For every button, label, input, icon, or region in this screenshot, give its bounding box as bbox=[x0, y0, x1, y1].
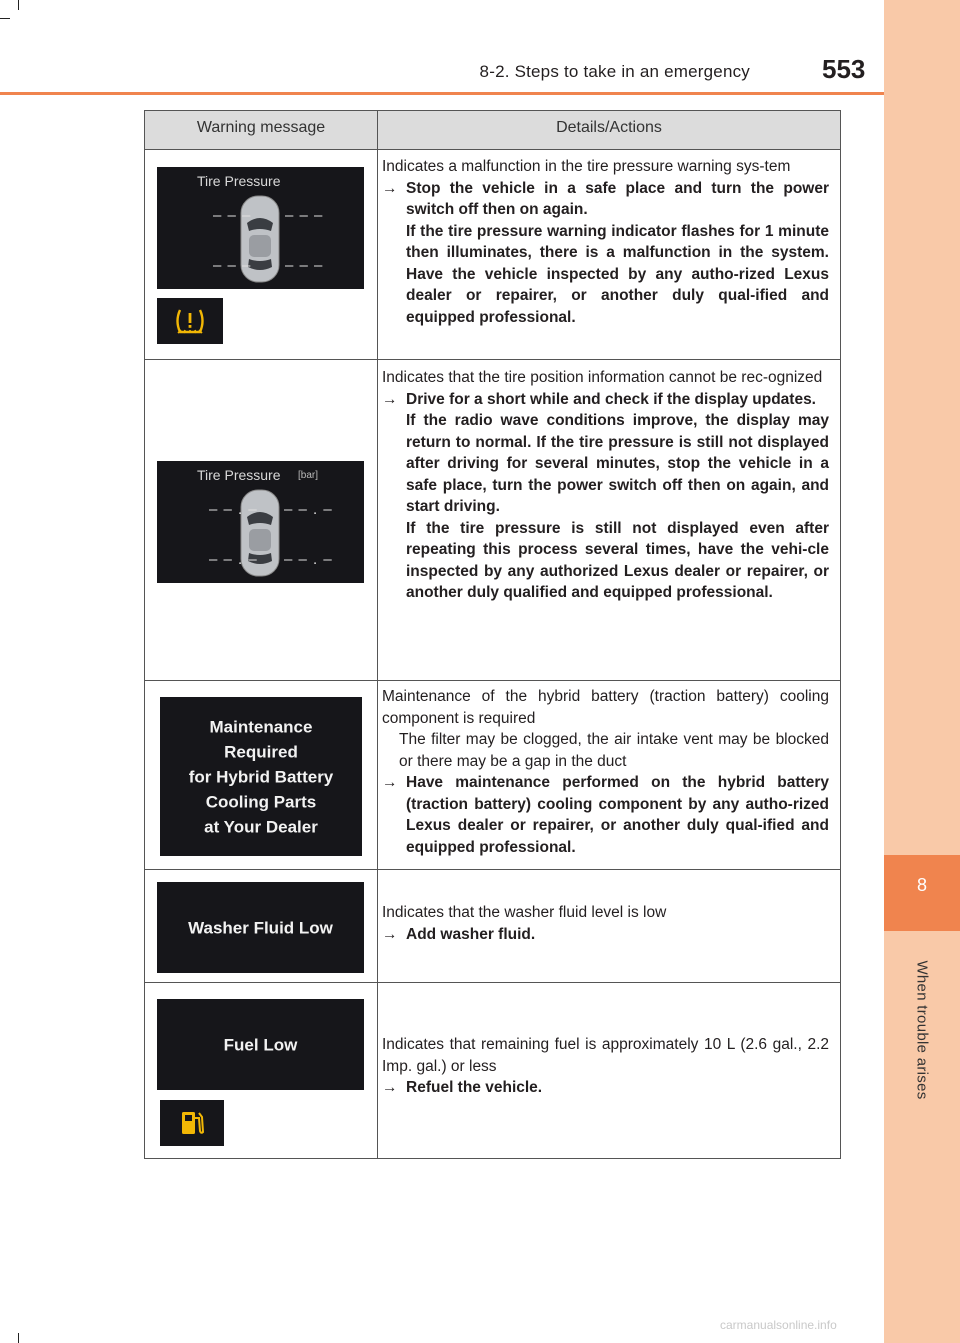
tire-pressure-warning-icon bbox=[173, 306, 207, 336]
screen-message bbox=[157, 1032, 364, 1057]
maintenance-required-screen bbox=[160, 697, 362, 856]
details-text: Maintenance of the hybrid battery (traction battery) cooling component is required bbox=[382, 688, 829, 727]
screen-message bbox=[160, 714, 362, 839]
tire-pressure-screen bbox=[157, 167, 364, 289]
action-detail: If the radio wave conditions improve, the display may return to normal. If the tire pressure is still not displayed after driving for several minutes, stop the vehicle in a safe place, turn the power switch off then on again, and start driving. bbox=[406, 412, 829, 515]
screen-line: Cooling Parts bbox=[205, 792, 317, 811]
arrow-icon: → bbox=[382, 774, 398, 791]
screen-unit: [bar] bbox=[298, 470, 319, 481]
action-label: Add washer fluid. bbox=[406, 925, 536, 943]
table-row bbox=[145, 869, 840, 983]
chapter-label: When trouble arises bbox=[913, 960, 931, 1100]
chapter-number-tab: 8 bbox=[884, 855, 960, 931]
tire-reading-rear-left: – – – bbox=[213, 257, 252, 274]
tire-reading-rear-right: – – – bbox=[285, 257, 324, 274]
tire-reading-front-right: – – . – bbox=[284, 501, 333, 518]
action-text bbox=[382, 924, 829, 946]
details-text: Indicates a malfunction in the tire pressure warning sys-tem bbox=[382, 158, 791, 175]
screen-title: Tire Pressure bbox=[197, 467, 281, 483]
details-cell bbox=[382, 367, 829, 604]
section-title: 8-2. Steps to take in an emergency bbox=[479, 62, 750, 81]
table-row bbox=[145, 680, 840, 870]
warning-message-table bbox=[144, 110, 841, 1159]
washer-fluid-low-screen bbox=[157, 882, 364, 973]
crop-mark bbox=[0, 18, 10, 19]
table-row bbox=[145, 359, 840, 681]
fuel-pump-icon bbox=[179, 1109, 205, 1137]
column-header-warning-message: Warning message bbox=[145, 111, 377, 149]
details-text: Indicates that remaining fuel is approximately 10 L (2.6 gal., 2.2 Imp. gal.) or less bbox=[382, 1036, 829, 1075]
tire-reading-front-right: – – – bbox=[285, 207, 324, 224]
screen-message bbox=[157, 915, 364, 940]
details-cell bbox=[382, 686, 829, 858]
action-label: Drive for a short while and check if the display updates. bbox=[406, 390, 816, 408]
arrow-icon: → bbox=[382, 390, 398, 408]
action-label: Have maintenance performed on the hybrid battery (traction battery) cooling component by any autho-rized Lexus dealer or repairer, or another duly qual-ified and equipped professional. bbox=[406, 774, 829, 856]
details-text: Indicates that the washer fluid level is low bbox=[382, 904, 667, 921]
table-row bbox=[145, 149, 840, 360]
action-text bbox=[382, 178, 829, 221]
arrow-icon: → bbox=[382, 179, 398, 197]
screen-line: Washer Fluid Low bbox=[188, 918, 333, 937]
chapter-side-band bbox=[884, 0, 960, 1343]
details-cell bbox=[382, 156, 829, 328]
screen-line: at Your Dealer bbox=[204, 817, 318, 836]
page-number: 553 bbox=[822, 54, 866, 84]
action-detail: If the tire pressure is still not displayed even after repeating this process several times, have the vehi-cle inspected by any authorized Lexus dealer or repairer, or another duly qualified and equipped professional. bbox=[406, 519, 829, 601]
crop-mark bbox=[18, 1333, 19, 1343]
fuel-low-screen bbox=[157, 999, 364, 1090]
details-text: Indicates that the tire position information cannot be rec-ognized bbox=[382, 369, 823, 386]
fuel-indicator bbox=[160, 1100, 224, 1146]
action-label: Refuel the vehicle. bbox=[406, 1079, 543, 1096]
arrow-icon: → bbox=[382, 1079, 398, 1096]
tire-reading-front-left: – – . – bbox=[209, 501, 258, 518]
column-header-details-actions: Details/Actions bbox=[378, 111, 840, 149]
tire-reading-rear-left: – – . – bbox=[209, 551, 258, 568]
screen-line: Fuel Low bbox=[223, 1035, 298, 1054]
details-cell bbox=[382, 1034, 829, 1099]
action-text bbox=[382, 1077, 829, 1099]
crop-mark bbox=[18, 0, 19, 10]
tpms-indicator bbox=[157, 298, 223, 344]
details-note: The filter may be clogged, the air intake vent may be blocked or there may be a gap in the duct bbox=[399, 731, 829, 770]
table-row bbox=[145, 982, 840, 1159]
watermark: carmanualsonline.info bbox=[720, 1318, 837, 1332]
action-label: Stop the vehicle in a safe place and turn the power switch off then on again. bbox=[406, 179, 829, 218]
tire-pressure-screen bbox=[157, 461, 364, 583]
tire-reading-rear-right: – – . – bbox=[284, 551, 333, 568]
tire-reading-front-left: – – – bbox=[213, 207, 252, 224]
action-text bbox=[382, 772, 829, 858]
action-text bbox=[382, 389, 829, 411]
action-detail: If the tire pressure warning indicator flashes for 1 minute then illuminates, there is a malfunction in the system. Have the vehicle inspected by any autho-rized Lexus dealer or repairer, or another duly qual-ified and equipped professional. bbox=[406, 222, 829, 326]
screen-line: Maintenance bbox=[209, 717, 313, 736]
screen-line: Required bbox=[224, 742, 298, 761]
arrow-icon: → bbox=[382, 925, 398, 943]
header-rule bbox=[0, 92, 884, 95]
screen-title: Tire Pressure bbox=[197, 173, 281, 189]
screen-line: for Hybrid Battery bbox=[188, 767, 334, 786]
details-cell bbox=[382, 902, 829, 945]
